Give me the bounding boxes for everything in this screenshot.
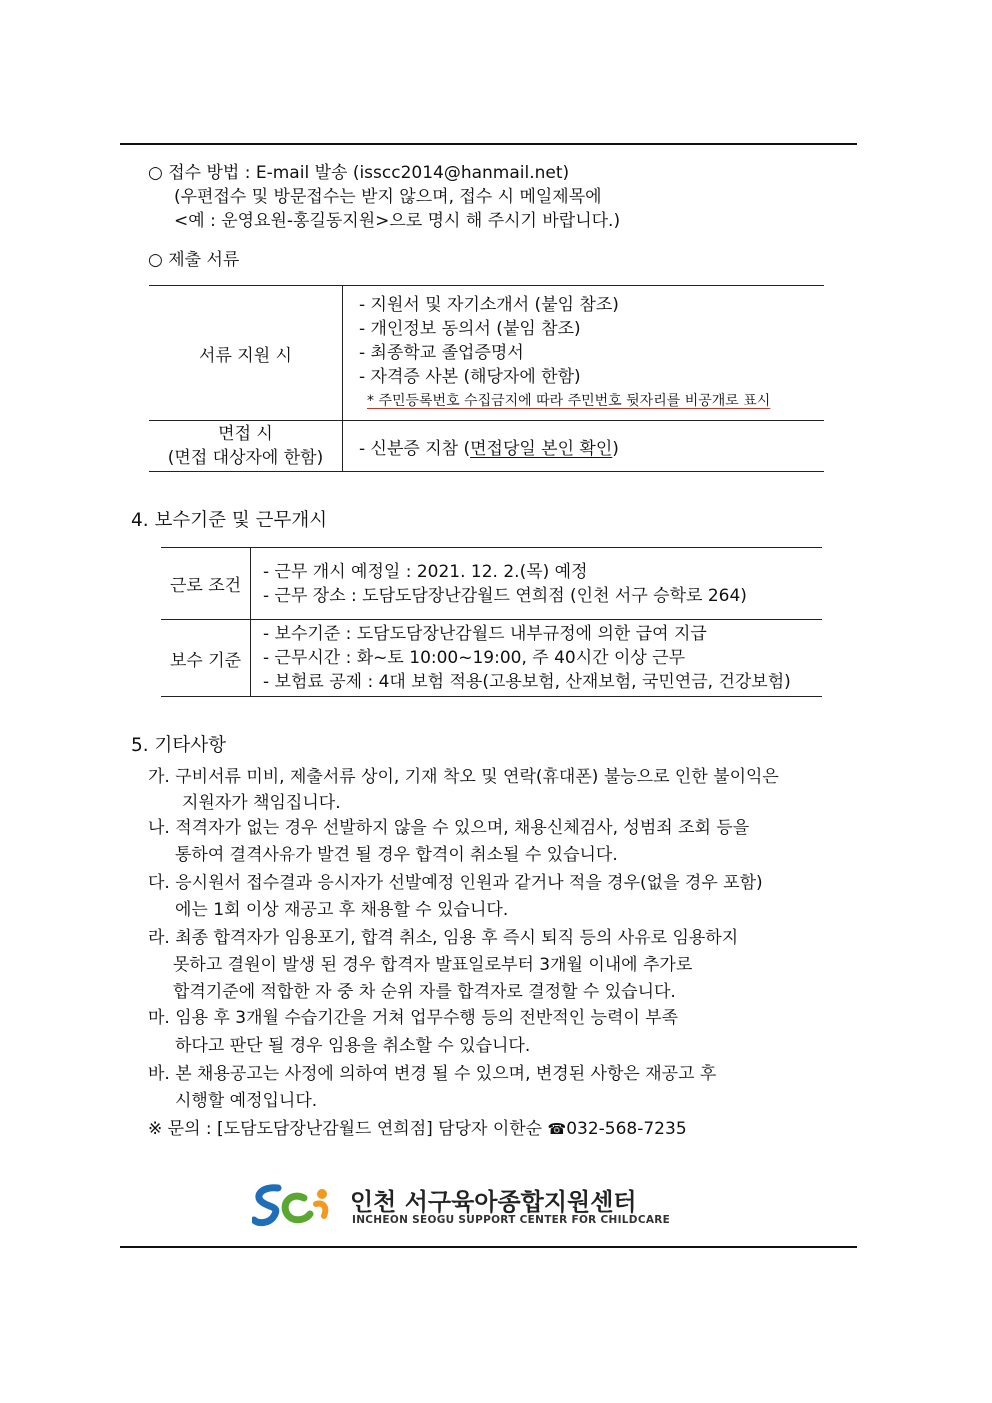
contact-line: ※ 문의 : [도담도담장난감월드 연희점] 담당자 이한순 ☎032-568-7235 <box>148 1119 687 1139</box>
docs-row-interview <box>149 421 824 472</box>
org-name: 인천 서구육아종합지원센터 <box>350 1188 637 1216</box>
notice-line: 합격기준에 적합한 자 중 차 순위 자를 합격자로 결정할 수 있습니다. <box>173 982 676 1002</box>
docs-row-interview-item: - 신분증 지참 (면접당일 본인 확인) <box>343 421 825 472</box>
notice-line: 나. 적격자가 없는 경우 선발하지 않을 수 있으며, 채용신체검사, 성범죄 조회 등을 <box>148 818 750 838</box>
docs-item: - 지원서 및 자기소개서 (붙임 참조) <box>359 295 619 315</box>
work-conditions-label: 근로 조건 <box>161 548 251 620</box>
notice-line: 가. 구비서류 미비, 제출서류 상이, 기재 착오 및 연락(휴대폰) 불능으로 인한 불이익은 <box>148 767 779 787</box>
docs-note: * 주민등록번호 수집금지에 따라 주민번호 뒷자리를 비공개로 표시 <box>367 393 771 409</box>
org-logo <box>252 1180 332 1230</box>
docs-item: - 자격증 사본 (해당자에 한함) <box>359 367 581 387</box>
method-line-1: ○ 접수 방법 : E-mail 발송 (isscc2014@hanmail.net) <box>148 163 570 183</box>
notice-line: 마. 임용 후 3개월 수습기간을 거쳐 업무수행 등의 전반적인 능력이 부족 <box>148 1008 679 1028</box>
pay-standard-item: - 근무시간 : 화~토 10:00~19:00, 주 40시간 이상 근무 <box>263 648 686 668</box>
notice-line: 하다고 판단 될 경우 임용을 취소할 수 있습니다. <box>175 1036 531 1056</box>
notice-line: 바. 본 채용공고는 사정에 의하여 변경 될 수 있으며, 변경된 사항은 재공고 후 <box>148 1064 717 1084</box>
notice-line: 다. 응시원서 접수결과 응시자가 선발예정 인원과 같거나 적을 경우(없을 경우 포함) <box>148 873 763 893</box>
notice-line: 시행할 예정입니다. <box>175 1091 318 1111</box>
method-line-2: (우편접수 및 방문접수는 받지 않으며, 접수 시 메일제목에 <box>174 187 602 207</box>
notice-line: 못하고 결원이 발생 된 경우 합격자 발표일로부터 3개월 이내에 추가로 <box>173 955 693 975</box>
work-condition-item: - 근무 개시 예정일 : 2021. 12. 2.(목) 예정 <box>263 561 588 582</box>
interview-label-1: 면접 시 <box>218 424 273 444</box>
contact-phone: 032-568-7235 <box>566 1119 687 1139</box>
phone-icon: ☎ <box>547 1120 567 1138</box>
bottom-rule <box>120 1246 857 1248</box>
docs-table <box>149 285 824 472</box>
org-english-name: INCHEON SEOGU SUPPORT CENTER FOR CHILDCARE <box>352 1214 671 1226</box>
method-line-3: <예 : 운영요원-홍길동지원>으로 명시 해 주시기 바랍니다.) <box>174 211 621 231</box>
work-conditions-items <box>251 548 823 620</box>
pay-standard-item: - 보험료 공제 : 4대 보험 적용(고용보험, 산재보험, 국민연금, 건강보험) <box>263 672 791 692</box>
docs-item: - 최종학교 졸업증명서 <box>359 343 524 363</box>
id-check-underlined: 면접당일 본인 확인 <box>470 438 613 459</box>
section4-table <box>161 547 822 697</box>
org-logo-mark-icon <box>252 1180 332 1230</box>
pay-standard-item: - 보수기준 : 도담도담장난감월드 내부규정에 의한 급여 지급 <box>263 624 707 644</box>
section5-heading: 5. 기타사항 <box>131 735 227 756</box>
pay-standard-row <box>161 620 822 697</box>
top-rule <box>120 143 857 145</box>
docs-row-application-label: 서류 지원 시 <box>149 286 343 421</box>
interview-label-2: (면접 대상자에 한함) <box>167 448 324 468</box>
pay-standard-items <box>251 620 823 697</box>
docs-row-application <box>149 286 824 421</box>
pay-standard-label: 보수 기준 <box>161 620 251 697</box>
section4-heading: 4. 보수기준 및 근무개시 <box>131 510 328 531</box>
notice-line: 에는 1회 이상 재공고 후 채용할 수 있습니다. <box>175 900 509 920</box>
docs-item: - 개인정보 동의서 (붙임 참조) <box>359 319 581 339</box>
docs-row-interview-label <box>149 421 343 472</box>
docs-heading: ○ 제출 서류 <box>148 250 240 270</box>
notice-line: 라. 최종 합격자가 임용포기, 합격 취소, 임용 후 즉시 퇴직 등의 사유로 임용하지 <box>148 928 739 948</box>
docs-row-application-items <box>343 286 825 421</box>
work-condition-item: - 근무 장소 : 도담도담장난감월드 연희점 (인천 서구 승학로 264) <box>263 585 747 606</box>
notice-line: 통하여 결격사유가 발견 될 경우 합격이 취소될 수 있습니다. <box>175 845 618 865</box>
work-conditions-row <box>161 548 822 620</box>
notice-line: 지원자가 책임집니다. <box>182 793 341 813</box>
